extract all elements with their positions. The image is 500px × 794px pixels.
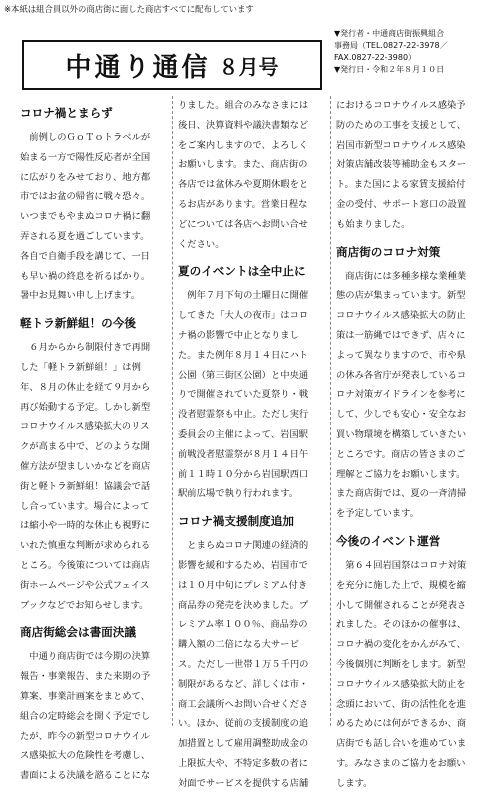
text-line: 催方法が望ましいかなどを商店 <box>20 460 151 472</box>
text-line: コロナウイルス感染拡大防止を <box>336 678 466 690</box>
article-heading: 夏のイベントは全中止に <box>178 264 306 279</box>
text-line: も早い禍の終息を祈るばかり。 <box>20 270 151 282</box>
text-line: を充分に施した上で、規模を縮 <box>336 579 466 591</box>
text-line: いれた慎重な判断が求められる <box>20 540 151 552</box>
text-line: 算案、事業計画案をまとめて、 <box>20 690 150 702</box>
text-line: 各自で自衛手段を講じて、一日 <box>20 250 150 262</box>
text-line: 理解とご協力をお願いします。 <box>336 468 466 480</box>
text-line: 始まる一方で陽性反応者が全国 <box>20 151 151 163</box>
text-line: 弄される夏を過ごしています。 <box>20 230 150 242</box>
text-line: どについては各店へお問い合せ <box>178 218 308 230</box>
text-line: 前１１時１０分から岩国駅西口 <box>178 468 309 480</box>
column-divider <box>172 96 173 726</box>
text-line: 態の店が集まっています。新型 <box>336 290 466 302</box>
text-line: ６月からから制限付きで再開 <box>20 342 151 354</box>
text-line: 金の受付、サポート窓口の設置 <box>336 198 467 210</box>
publisher-info <box>334 28 494 76</box>
text-line: また商店街では、夏の一斉清掃 <box>336 488 467 500</box>
publisher-line: 事務局（TEL.0827-22-3978／ <box>334 41 448 50</box>
article-body <box>178 96 326 254</box>
article-body <box>178 286 326 504</box>
article-body <box>20 128 168 306</box>
masthead <box>22 40 322 90</box>
text-line: た。また例年８月１４日にハト <box>178 349 308 361</box>
text-line: ところ。今後策については商店 <box>20 559 150 571</box>
text-line: ください。 <box>178 238 225 250</box>
text-line: コロナウイルス感染拡大の防止 <box>336 310 466 322</box>
text-line: 各店では盆休みや夏期休暇をと <box>178 179 309 191</box>
article-body <box>336 96 484 235</box>
text-line: す。みなさまのご協力をお願い <box>336 757 466 769</box>
column-3 <box>336 96 484 794</box>
text-line: 制限があるなど、詳しくは市・ <box>178 678 309 690</box>
article-body <box>178 536 326 793</box>
text-line: ス。ただし一世帯１万５千円の <box>178 658 309 670</box>
text-line: 前例しのＧｏＴｏトラベルが <box>20 132 151 143</box>
article-body <box>20 647 168 786</box>
text-line: 商品券の発売を決めました。プ <box>178 599 309 611</box>
text-line: 上限拡大や、不特定多数の者に <box>178 757 308 769</box>
text-line: 購入額の二倍になる大サービ <box>178 639 299 651</box>
text-line: した「軽トラ新鮮組！」は例 <box>20 361 141 373</box>
text-line: 前戦没者慰霊祭が８月１４日午 <box>178 448 309 460</box>
text-line: 例年７月下旬の土曜日に開催 <box>178 290 309 302</box>
text-line: レミアム率１００％、商品券の <box>178 619 308 631</box>
text-line: 商工会議所へお問い合せくださ <box>178 698 309 710</box>
text-line: ナ禍の影響で中止となりまし <box>178 329 299 341</box>
text-line: の休み各省庁が発表しているコ <box>336 369 467 381</box>
issue-label: ８月号 <box>218 54 279 79</box>
text-line: 街と軽トラ新鮮組！協議会で話 <box>20 480 151 492</box>
text-line: いつまでもやまぬコロナ禍に翻 <box>20 211 151 223</box>
publisher-line: FAX.0827-22-3980） <box>334 53 417 62</box>
text-line: は縮小や一時的な休止も視野に <box>20 520 151 532</box>
column-divider <box>330 96 331 726</box>
text-line: 公園（第三街区公園）と中央通 <box>178 369 309 381</box>
text-line: 影響を緩和するため、岩国市で <box>178 559 308 571</box>
text-line: 駅前広場で執り行われます。 <box>178 488 299 500</box>
text-line: 委員会の主催によって、岩国駅 <box>178 428 308 440</box>
text-line: して、少しでも安心・安全なお <box>336 409 466 421</box>
text-line: めるためには何ができるか、商 <box>336 718 467 730</box>
text-line: りで開催されていた夏祭り・戦 <box>178 389 309 401</box>
text-line: コロナウイルス感染拡大のリス <box>20 421 150 433</box>
text-line: も始まりました。 <box>336 218 411 230</box>
article-heading: コロナ禍とまらず <box>20 106 113 120</box>
article-body <box>336 556 484 794</box>
text-line: コロナ禍の変化をかんがみて、 <box>336 639 466 651</box>
text-line: に広がりをみせており、地方都 <box>20 171 151 183</box>
text-line: ところです。商店の皆さまのご <box>336 448 466 460</box>
text-line: 買い物環境を構築していきたい <box>336 428 467 440</box>
article-body <box>20 338 168 615</box>
text-line: 加措置として雇用調整助成金の <box>178 738 309 750</box>
text-line: は１０月中旬にプレミアム付き <box>178 579 308 591</box>
text-line: 岩国市新型コロナウイルス感染 <box>336 139 466 151</box>
text-line: してきた「大人の夜市」はコロ <box>178 310 309 322</box>
text-line: ブックなどでお知らせします。 <box>20 599 149 611</box>
column-2 <box>178 96 326 794</box>
text-line: 店街でも話し合いを進めていま <box>336 738 467 750</box>
text-line: 市ではお盆の帰省に戦々恐々。 <box>20 191 151 203</box>
text-line: 報告・事業報告、また来期の予 <box>20 671 151 683</box>
text-line: 第６４回岩国祭はコロナ対策 <box>336 559 467 571</box>
article-heading: 商店街のコロナ対策 <box>336 244 441 259</box>
text-line: 商店街には多種多様な業種業 <box>336 270 467 282</box>
text-line: 後日、決算資料や議決書類など <box>178 119 309 131</box>
text-line: を予定しています。 <box>336 508 419 520</box>
text-line: におけるコロナウイルス感染予 <box>336 100 466 111</box>
text-line: い。ほか、従前の支援制度の追 <box>178 718 309 730</box>
article-heading: 今後のイベント運営 <box>336 533 441 548</box>
distribution-notice: ※本紙は組合員以外の商店街に面した商店すべてに配布しています <box>4 4 254 14</box>
text-line: 中通り商店街では今期の決算 <box>20 651 151 663</box>
text-line: ス感染拡大の危険性を考慮し、 <box>20 750 151 762</box>
text-line: をご案内しますので、よろしく <box>178 139 308 151</box>
text-line: ト。また国による家賃支援給付 <box>336 179 466 191</box>
text-line: お願いします。また、商店街の <box>178 159 308 171</box>
text-line: 小して開催されることが発表さ <box>336 599 467 611</box>
text-line: し合っています。場合によって <box>20 500 150 512</box>
text-line: 防のための工事を支援として、 <box>336 119 466 131</box>
text-line: します。 <box>336 777 373 789</box>
text-line: 年、８月の休止を経て９月から <box>20 381 151 393</box>
text-line: 街ホームページや公式フェイス <box>20 579 150 591</box>
publisher-line: ▼発行者・中通商店街振興組合 <box>334 29 445 38</box>
newsletter-title: 中通り通信 <box>65 52 211 83</box>
text-line: 策は一筋縄ではできず、店々に <box>336 329 466 341</box>
text-line: たが、昨今の新型コロナウイル <box>20 730 150 742</box>
text-line: 暑中お見舞い申し上げます。 <box>20 290 141 302</box>
text-line: クが高まる中で、どのような開 <box>20 441 150 453</box>
text-line: るお店があります。営業日程な <box>178 198 308 210</box>
text-line: 没者慰霊祭も中止。ただし実行 <box>178 409 309 421</box>
text-line: りました。組合のみなさまには <box>178 100 309 111</box>
article-heading: 軽トラ新鮮組！の今後 <box>20 316 136 331</box>
column-1 <box>20 96 168 786</box>
text-line: とまらぬコロナ関連の経済的 <box>178 540 309 552</box>
article-body <box>336 267 484 524</box>
text-line: 書面による決議を諮ることにな <box>20 770 151 782</box>
article-heading: 商店街総会は書面決議 <box>20 625 136 640</box>
text-line: れました。そのほかの催事は、 <box>336 619 467 631</box>
publisher-line: ▼発行日・令和２年８月１０日 <box>334 65 445 74</box>
text-line: 再び始動する予定。しかし新型 <box>20 401 151 413</box>
article-heading: コロナ禍支援制度追加 <box>178 514 294 529</box>
text-line: 組合の定時総会を開く予定でし <box>20 710 151 722</box>
text-line: ロナ対策ガイドラインを参考に <box>336 389 466 401</box>
text-line: 対策店舗改装等補助金もスター <box>336 159 467 171</box>
text-line: よって異なりますので、市や県 <box>336 349 466 361</box>
text-line: 今後個別に判断をします。新型 <box>336 658 466 670</box>
text-line: 念頭において、街の活性化を進 <box>336 698 466 710</box>
text-line: 対面でサービスを提供する店舗 <box>178 777 309 789</box>
